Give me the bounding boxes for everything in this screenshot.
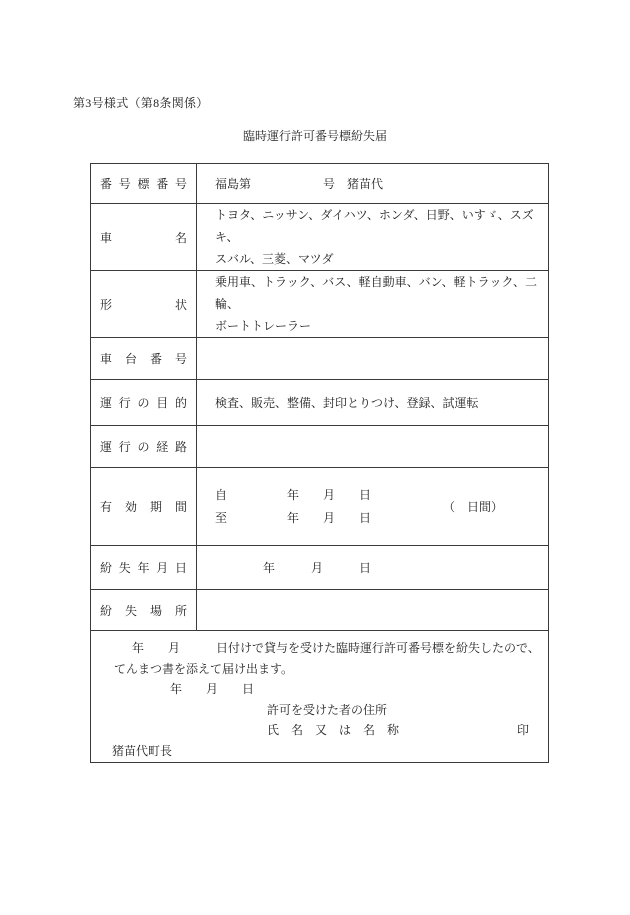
form-number: 第3号様式（第8条関係） [73, 96, 209, 110]
validity-days: （ 日間） [443, 499, 504, 514]
vehicle-name-line-2: スバル、三菱、マツダ [215, 252, 334, 266]
loss-date-label: 紛 失 年 月 日 [91, 546, 197, 590]
vehicle-name-value [197, 204, 549, 271]
seal-mark: 印 [517, 723, 530, 737]
declaration-line-2: てんまつ書を添えて届け出ます。 [114, 661, 294, 676]
operation-purpose-label: 運 行 の 目 的 [91, 380, 197, 426]
validity-period-value [197, 468, 549, 546]
form-table [90, 163, 549, 763]
shape-line-1: 乗用車、トラック、バス、軽自動車、バン、軽トラック、二輪、 [215, 275, 537, 311]
row-operation-purpose [91, 380, 549, 426]
validity-to-line: 至 年 月 日 [215, 510, 372, 525]
operation-route-label: 運 行 の 経 路 [91, 426, 197, 468]
declaration-cell [91, 631, 549, 763]
plate-number-label: 番 号 標 番 号 [91, 164, 197, 204]
loss-place-value [197, 590, 549, 631]
row-validity-period [91, 468, 549, 546]
row-loss-date [91, 546, 549, 590]
validity-period-content [215, 484, 542, 530]
permittee-name-line [92, 720, 547, 741]
row-chassis-number [91, 338, 549, 380]
document-title: 臨時運行許可番号標紛失届 [242, 129, 387, 143]
row-shape [91, 271, 549, 338]
row-plate-number [91, 164, 549, 204]
shape-line-2: ボートトレーラー [215, 319, 312, 333]
chassis-number-value [197, 338, 549, 380]
row-vehicle-name [91, 204, 549, 271]
recipient-title: 猪苗代町長 [112, 743, 173, 758]
plate-number-value: 福島第 号 猪苗代 [197, 164, 549, 204]
row-operation-route [91, 426, 549, 468]
operation-route-value [197, 426, 549, 468]
operation-purpose-value: 検査、販売、整備、封印とりつけ、登録、試運転 [197, 380, 549, 426]
chassis-number-label: 車 台 番 号 [91, 338, 197, 380]
permittee-address-label: 許可を受けた者の住所 [267, 702, 388, 717]
loss-place-label: 紛 失 場 所 [91, 590, 197, 631]
validity-from-line: 自 年 月 日 [215, 487, 372, 502]
vehicle-name-label: 車 名 [91, 204, 197, 271]
shape-label: 形 状 [91, 271, 197, 338]
declaration-line-1: 年 月 日付けで貸与を受けた臨時運行許可番号標を紛失したので、 [132, 641, 540, 655]
row-declaration [91, 631, 549, 763]
row-loss-place [91, 590, 549, 631]
validity-date-lines [215, 484, 371, 530]
shape-value [197, 271, 549, 338]
loss-date-value: 年 月 日 [197, 546, 549, 590]
vehicle-name-line-1: トヨタ、ニッサン、ダイハツ、ホンダ、日野、いすゞ、スズキ、 [215, 208, 534, 244]
declaration-date-line: 年 月 日 [170, 682, 255, 696]
validity-period-label: 有 効 期 間 [91, 468, 197, 546]
permittee-name-label: 氏 名 又 は 名 称 [267, 723, 400, 737]
